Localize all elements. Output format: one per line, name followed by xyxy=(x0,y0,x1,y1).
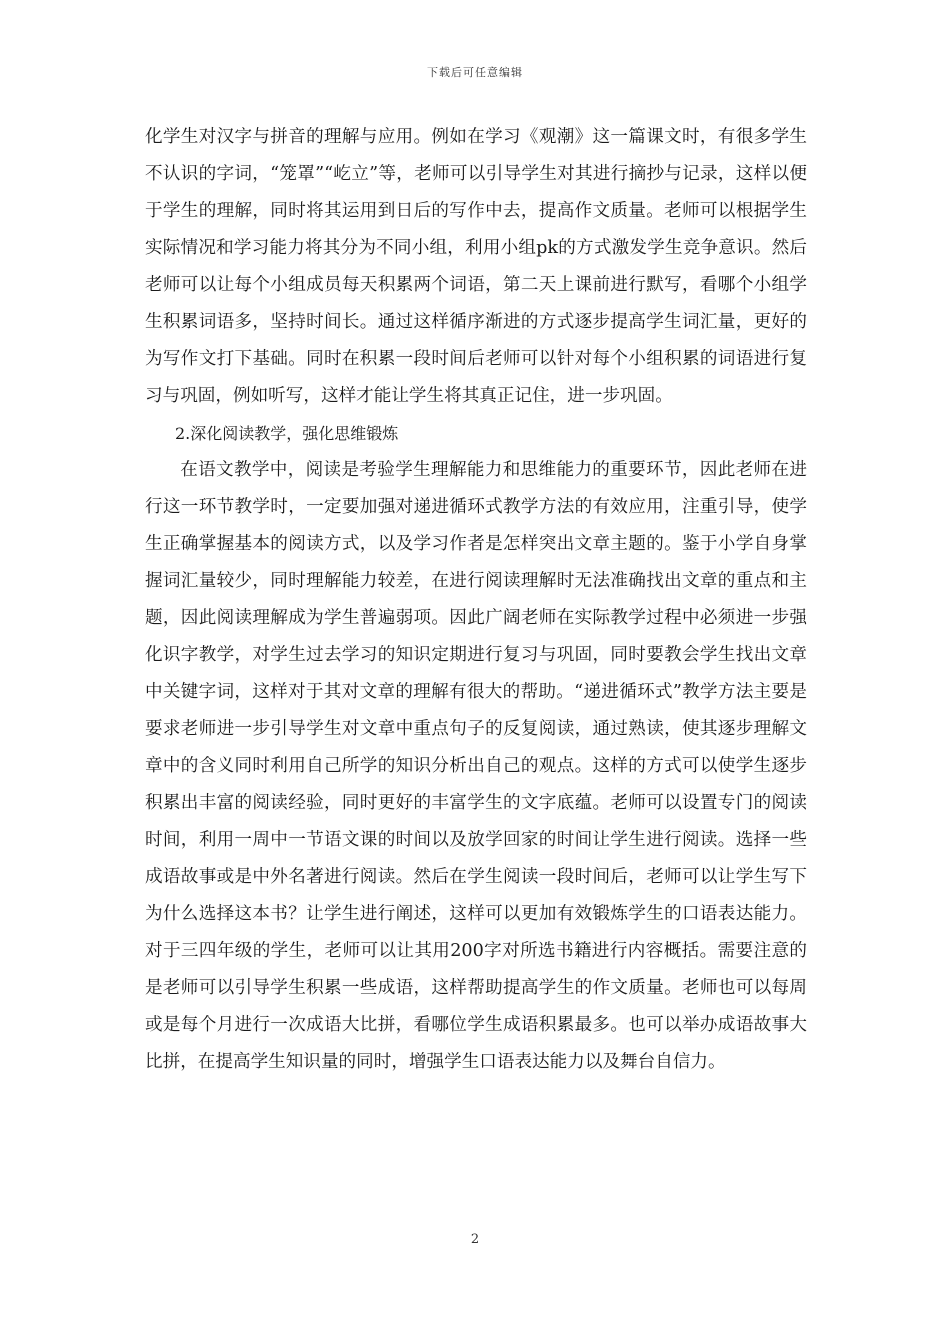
section-heading: 2.深化阅读教学，强化思维锻炼 xyxy=(175,424,399,443)
page-number: 2 xyxy=(470,1232,480,1247)
document-body xyxy=(145,119,807,1081)
body-paragraph-1: 化学生对汉字与拼音的理解与应用。例如在学习《观潮》这一篇课文时，有很多学生不认识的字词，“笼罩”“屹立”等，老师可以引导学生对其进行摘抄与记录，这样以便于学生的理解，同时将其运用到日后的写作中去，提高作文质量。老师可以根据学生实际情况和学习能力将其分为不同小组，利用小组pk的方式激发学生竞争意识。然后老师可以让每个小组成员每天积累两个词语，第二天上课前进行默写，看哪个小组学生积累词语多，坚持时间长。通过这样循序渐进的方式逐步提高学生词汇量，更好的为写作文打下基础。同时在积累一段时间后老师可以针对每个小组积累的词语进行复习与巩固，例如听写，这样才能让学生将其真正记住，进一步巩固。 xyxy=(145,127,807,406)
body-paragraph-2: 在语文教学中，阅读是考验学生理解能力和思维能力的重要环节，因此老师在进行这一环节教学时，一定要加强对递进循环式教学方法的有效应用，注重引导，使学生正确掌握基本的阅读方式，以及学习作者是怎样突出文章主题的。鉴于小学自身掌握词汇量较少，同时理解能力较差，在进行阅读理解时无法准确找出文章的重点和主题，因此阅读理解成为学生普遍弱项。因此广阔老师在实际教学过程中必须进一步强化识字教学，对学生过去学习的知识定期进行复习与巩固，同时要教会学生找出文章中关键字词，这样对于其对文章的理解有很大的帮助。“递进循环式”教学方法主要是要求老师进一步引导学生对文章中重点句子的反复阅读，通过熟读，使其逐步理解文章中的含义同时利用自己所学的知识分析出自己的观点。这样的方式可以使学生逐步积累出丰富的阅读经验，同时更好的丰富学生的文字底蕴。老师可以设置专门的阅读时间，利用一周中一节语文课的时间以及放学回家的时间让学生进行阅读。选择一些成语故事或是中外名著进行阅读。然后在学生阅读一段时间后，老师可以让学生写下为什么选择这本书？让学生进行阐述，这样可以更加有效锻炼学生的口语表达能力。对于三四年级的学生，老师可以让其用200字对所选书籍进行内容概括。需要注意的是老师可以引导学生积累一些成语，这样帮助提高学生的作文质量。老师也可以每周或是每个月进行一次成语大比拼，看哪位学生成语积累最多。也可以举办成语故事大比拼，在提高学生知识量的同时，增强学生口语表达能力以及舞台自信力。 xyxy=(145,460,807,1072)
page-header: 下载后可任意编辑 xyxy=(427,66,523,79)
